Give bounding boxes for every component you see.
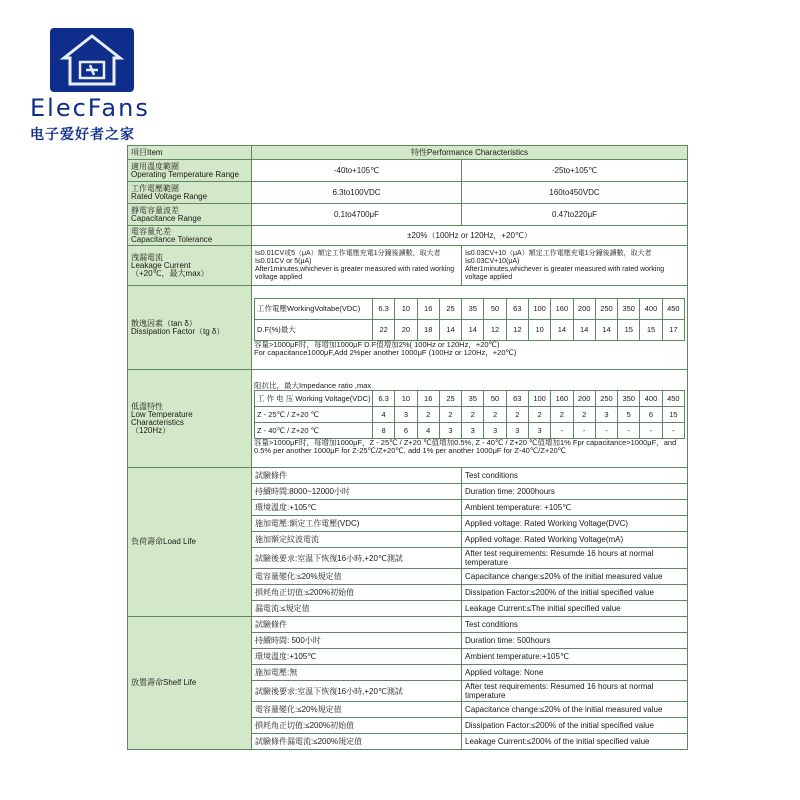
shelf-life-en: Dissipation Factor:≤200% of the initial specified value: [462, 718, 688, 734]
dissipation-cell: [252, 286, 688, 370]
lt-voltage: 400: [640, 391, 662, 407]
lt-voltage: 16: [417, 391, 439, 407]
shelf-life-en: Applied voltage: None: [462, 665, 688, 681]
load-life-cn: 損耗角正切值:≤200%初始值: [252, 585, 462, 601]
load-life-cn: 漏電流:≤規定值: [252, 601, 462, 617]
voltage-value-high: 160to450VDC: [462, 182, 688, 204]
lt-row1-value: 2: [551, 407, 573, 423]
lt-row1-value: 2: [484, 407, 506, 423]
df-voltage: 16: [417, 299, 439, 320]
leakage-value-low: I≤0.01CV或5（μA）額定工作電壓充電1分鐘後讀數，取大者 I≤0.01CV or 5(μA) After1minutes,whichever is greater measured with rated working voltage applied: [252, 246, 462, 286]
lt-row1-head: Z - 25℃ / Z+20 ℃: [255, 407, 373, 423]
lt-row2-value: -: [573, 423, 595, 439]
lt-row2-value: 6: [395, 423, 417, 439]
df-value: 18: [417, 320, 439, 341]
shelf-life-en: After test requirements: Resumed 16 hours at normal timperature: [462, 681, 688, 702]
elecfans-house-logo-icon: [50, 28, 134, 92]
load-life-en: Ambient temperature: +105℃: [462, 500, 688, 516]
shelf-life-en: Ambient temperature:+105℃: [462, 649, 688, 665]
shelf-life-cn: 電容量變化:≤20%規定值: [252, 702, 462, 718]
lt-voltage: 450: [662, 391, 684, 407]
lt-row1-value: 2: [506, 407, 528, 423]
df-value: 22: [373, 320, 395, 341]
load-life-cn: 施加電壓:額定工作電壓(VDC): [252, 516, 462, 532]
lt-row2-value: -: [662, 423, 684, 439]
df-voltage: 400: [640, 299, 662, 320]
lt-row2-value: -: [595, 423, 617, 439]
lt-row1-value: 2: [528, 407, 550, 423]
shelf-life-cn: 持續時間: 500小时: [252, 633, 462, 649]
lt-row2-value: -: [551, 423, 573, 439]
lt-row2-value: -: [640, 423, 662, 439]
df-voltage: 450: [662, 299, 684, 320]
lt-row1-value: 2: [573, 407, 595, 423]
lt-row1-value: 4: [373, 407, 395, 423]
temp-value-high-voltage: -25to+105℃: [462, 160, 688, 182]
lt-voltage: 35: [462, 391, 484, 407]
lt-row1-value: 6: [640, 407, 662, 423]
shelf-life-row: [128, 617, 688, 633]
leakage-label: 洩漏電流 Leakage Current （+20℃，最大max）: [128, 246, 252, 286]
lt-voltage: 6.3: [373, 391, 395, 407]
impedance-note: 容量>1000μF时，每增加1000μF，Z - 25℃ / Z+20 ℃值增加0.5%, Z - 40℃ / Z+20 ℃值增加1% Fpr capacitance>1000μF，and 0.5% per another 1000μF for Z-25℃/Z+20℃, add 1% per another 1000μF for Z-40℃/Z+20℃: [254, 438, 677, 455]
df-value: 14: [551, 320, 573, 341]
lt-row1-value: 15: [662, 407, 684, 423]
lt-voltage: 250: [595, 391, 617, 407]
spec-table: [127, 145, 688, 750]
lt-row2-value: 3: [439, 423, 461, 439]
tolerance-value: ±20%（100Hz or 120Hz，+20℃）: [252, 226, 688, 246]
load-life-en: Dissipation Factor:≤200% of the initial specified value: [462, 585, 688, 601]
shelf-life-label: 放置壽命Shelf Life: [128, 617, 252, 750]
impedance-table: [254, 390, 685, 439]
lt-row2-value: -: [618, 423, 640, 439]
lt-voltage: 63: [506, 391, 528, 407]
shelf-life-cn: 試驗條件漏電流:≤200%規定值: [252, 734, 462, 750]
voltage-label: 工作電壓範圍 Rated Voltage Range: [128, 182, 252, 204]
shelf-life-en: Leakage Current:≤200% of the initial specified value: [462, 734, 688, 750]
lt-row2-value: 3: [506, 423, 528, 439]
df-note-en: For capacitance1000μF,Add 2%per another 1000μF (100Hz or 120Hz，+20℃): [254, 348, 517, 357]
lt-voltage: 25: [439, 391, 461, 407]
lt-row1-value: 5: [618, 407, 640, 423]
load-life-cn: 試驗後要求:室温下恢復16小時,+20℃測試: [252, 548, 462, 569]
df-voltage: 25: [439, 299, 461, 320]
df-value: 15: [618, 320, 640, 341]
df-value: 14: [573, 320, 595, 341]
load-life-cn: 試驗條件: [252, 468, 462, 484]
load-life-en: Capacitance change:≤20% of the initial measured value: [462, 569, 688, 585]
lt-voltage: 50: [484, 391, 506, 407]
load-life-en: After test requirements: Resumde 16 hours at normal temperature: [462, 548, 688, 569]
dissipation-label: 散逸因素（tan δ） Dissipation Factor（tg δ）: [128, 286, 252, 370]
lt-voltage: 100: [528, 391, 550, 407]
df-value: 14: [462, 320, 484, 341]
low-temp-cell: [252, 370, 688, 468]
df-voltage: 50: [484, 299, 506, 320]
df-voltage: 10: [395, 299, 417, 320]
df-voltage: 6.3: [373, 299, 395, 320]
lt-row2-value: 3: [528, 423, 550, 439]
load-life-row: [128, 468, 688, 484]
df-value: 12: [506, 320, 528, 341]
capacitance-value-low: 0.1to4700μF: [252, 204, 462, 226]
df-value: 10: [528, 320, 550, 341]
lt-row1-value: 2: [417, 407, 439, 423]
load-life-en: Test conditions: [462, 468, 688, 484]
lt-row1-value: 2: [439, 407, 461, 423]
shelf-life-en: Capacitance change:≤20% of the initial measured value: [462, 702, 688, 718]
load-life-cn: 施加額定紋波電流: [252, 532, 462, 548]
lt-voltage-head: 工 作 电 压 Working Voltage(VDC): [255, 391, 373, 407]
df-value: 14: [595, 320, 617, 341]
voltage-value-low: 6.3to100VDC: [252, 182, 462, 204]
df-voltage: 35: [462, 299, 484, 320]
load-life-en: Applied voltage: Rated Working Voltage(DVC): [462, 516, 688, 532]
df-voltage: 100: [528, 299, 550, 320]
load-life-cn: 持續時間:8000~12000小时: [252, 484, 462, 500]
lt-voltage: 160: [551, 391, 573, 407]
df-note-cn: 容量>1000μF时，每增加1000μF D.F值增加2%( 100Hz or 120Hz，+20℃): [254, 340, 500, 349]
header-item: 項目Item: [128, 146, 252, 160]
header-performance: 特性Performance Characteristics: [252, 146, 688, 160]
capacitance-value-high: 0.47to220μF: [462, 204, 688, 226]
df-value: 15: [640, 320, 662, 341]
brand-subtitle: 电子爱好者之家: [30, 127, 135, 143]
df-value: 14: [439, 320, 461, 341]
df-value: 12: [484, 320, 506, 341]
load-life-en: Duration time: 2000hours: [462, 484, 688, 500]
shelf-life-cn: 試驗後要求:室温下恢復16小時,+20℃測試: [252, 681, 462, 702]
lt-row2-value: 8: [373, 423, 395, 439]
lt-voltage: 350: [618, 391, 640, 407]
tolerance-label: 電容量允差 Capacitance Tolerance: [128, 226, 252, 246]
dissipation-table: [254, 298, 685, 341]
load-life-label: 負荷壽命Load Life: [128, 468, 252, 617]
leakage-value-high: I≤0.03CV+10（μA）額定工作電壓充電1分鐘後讀數，取大者 I≤0.03CV+10(μA) After1minutes,whichever is greater measured with rated working voltage applied: [462, 246, 688, 286]
df-value: 17: [662, 320, 684, 341]
df-voltage: 350: [618, 299, 640, 320]
lt-row2-value: 3: [462, 423, 484, 439]
lt-row1-value: 2: [462, 407, 484, 423]
df-voltage-head: 工作電壓WorkingVoltabe(VDC): [255, 299, 373, 320]
load-life-cn: 電容量變化:≤20%規定值: [252, 569, 462, 585]
shelf-life-en: Duration time: 500hours: [462, 633, 688, 649]
load-life-en: Leakage Current:≤The initial specified value: [462, 601, 688, 617]
lt-row2-value: 4: [417, 423, 439, 439]
brand-name: ElecFans: [30, 94, 150, 122]
shelf-life-cn: 環境溫度:+105℃: [252, 649, 462, 665]
shelf-life-cn: 施加電壓:無: [252, 665, 462, 681]
df-value: 20: [395, 320, 417, 341]
temp-label: 適用溫度範圍 Operating Temperature Range: [128, 160, 252, 182]
lt-voltage: 10: [395, 391, 417, 407]
load-life-cn: 環境溫度:+105℃: [252, 500, 462, 516]
lt-row1-value: 3: [395, 407, 417, 423]
df-voltage: 200: [573, 299, 595, 320]
shelf-life-cn: 試驗條件: [252, 617, 462, 633]
df-voltage: 250: [595, 299, 617, 320]
lt-voltage: 200: [573, 391, 595, 407]
df-row-head: D.F(%)最大: [255, 320, 373, 341]
shelf-life-en: Test conditions: [462, 617, 688, 633]
low-temp-label: 低溫特性 Low Temperature Characteristics （120Hz）: [128, 370, 252, 468]
shelf-life-cn: 損耗角正切值:≤200%初始值: [252, 718, 462, 734]
lt-row1-value: 3: [595, 407, 617, 423]
df-voltage: 160: [551, 299, 573, 320]
impedance-title: 阻抗比，最大Impedance ratio ,max: [254, 381, 372, 390]
lt-row2-value: 3: [484, 423, 506, 439]
capacitance-label: 靜電容量波差 Capacitance Range: [128, 204, 252, 226]
temp-value-low-voltage: -40to+105℃: [252, 160, 462, 182]
df-voltage: 63: [506, 299, 528, 320]
lt-row2-head: Z - 40℃ / Z+20 ℃: [255, 423, 373, 439]
load-life-en: Applied voltage: Rated Working Voltage(mA): [462, 532, 688, 548]
